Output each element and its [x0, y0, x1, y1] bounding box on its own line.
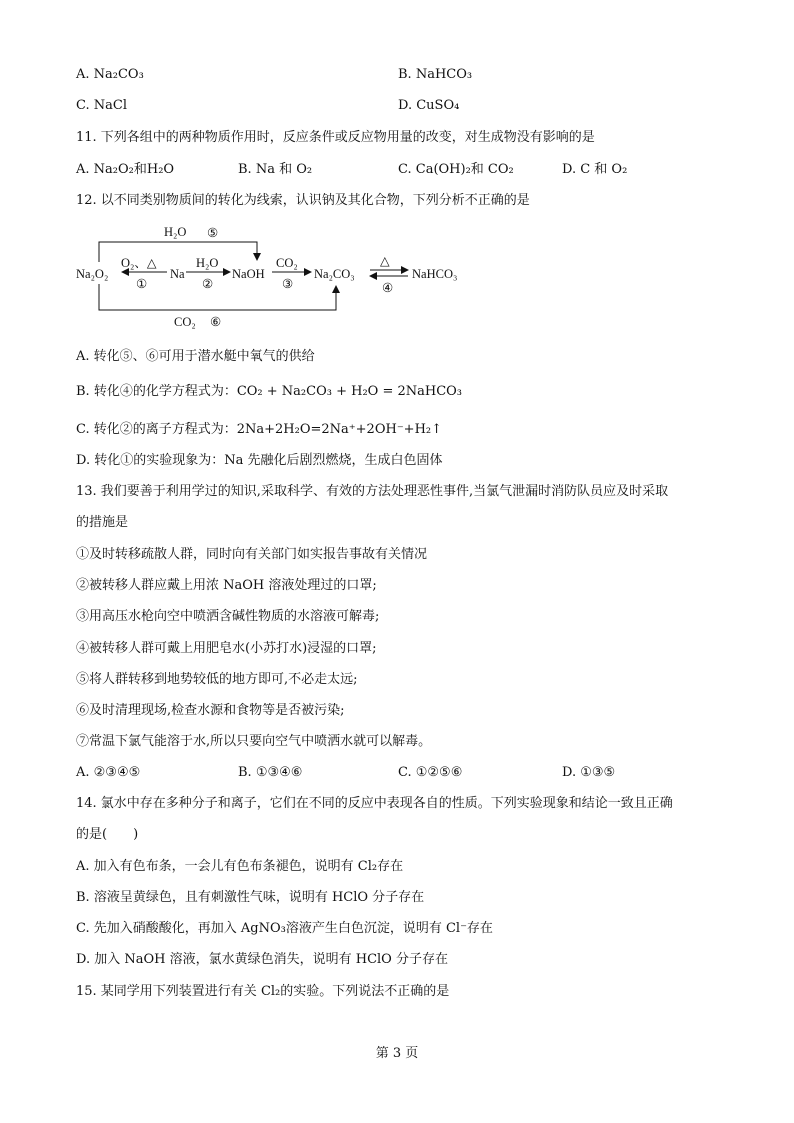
arrow-6-number: ⑥ — [210, 315, 222, 329]
q10-option-b: B. NaHCO₃ — [398, 67, 473, 82]
q13-option-d: D. ①③⑤ — [562, 765, 616, 780]
q14-option-d: D. 加入 NaOH 溶液，氯水黄绿色消失，说明有 HClO 分子存在 — [76, 952, 448, 967]
q14-stem-line-1: 14. 氯水中存在多种分子和离子，它们在不同的反应中表现各自的性质。下列实验现象和结论一致且正确 — [76, 796, 673, 811]
compound-nahco3: NaHCO₃ — [412, 267, 458, 281]
page-number: 第 3 页 — [375, 1046, 419, 1061]
arrow-1-condition: O₂、△ — [121, 256, 157, 270]
q11-option-d: D. C 和 O₂ — [562, 162, 628, 177]
compound-naoh: NaOH — [232, 267, 265, 281]
q13-option-a: A. ②③④⑤ — [76, 765, 141, 780]
q10-option-a: A. Na₂CO₃ — [76, 67, 144, 82]
q13-item-7: ⑦常温下氯气能溶于水,所以只要向空气中喷洒水就可以解毒。 — [76, 734, 432, 749]
q13-item-5: ⑤将人群转移到地势较低的地方即可,不必走太远; — [76, 672, 358, 687]
compound-na2o2: Na₂O₂ — [76, 267, 109, 281]
q13-item-6: ⑥及时清理现场,检查水源和食物等是否被污染; — [76, 703, 345, 718]
sodium-conversion-diagram — [74, 222, 494, 330]
arrow-4-number: ④ — [382, 281, 394, 295]
q13-item-4: ④被转移人群可戴上用肥皂水(小苏打水)浸湿的口罩; — [76, 641, 377, 656]
arrow-6 — [99, 284, 336, 310]
q12-stem: 12. 以不同类别物质间的转化为线索，认识钠及其化合物，下列分析不正确的是 — [76, 193, 530, 208]
arrow-3-number: ③ — [282, 277, 294, 291]
q13-stem-line-1: 13. 我们要善于利用学过的知识,采取科学、有效的方法处理恶性事件,当氯气泄漏时消防队员应及时采取 — [76, 484, 669, 499]
q12-option-d: D. 转化①的实验现象为：Na 先融化后剧烈燃烧，生成白色固体 — [76, 453, 443, 468]
arrow-1-number: ① — [136, 277, 148, 291]
q12-option-b: B. 转化④的化学方程式为：CO₂ + Na₂CO₃ + H₂O = 2NaHCO₃ — [76, 384, 463, 399]
q14-stem-line-2: 的是( ) — [76, 827, 139, 842]
arrow-6-condition: CO₂ — [174, 315, 196, 329]
q13-item-2: ②被转移人群应戴上用浓 NaOH 溶液处理过的口罩; — [76, 578, 377, 593]
arrow-4-condition: △ — [380, 254, 390, 268]
arrow-2-number: ② — [202, 277, 214, 291]
q13-option-b: B. ①③④⑥ — [238, 765, 303, 780]
q13-item-1: ①及时转移疏散人群，同时向有关部门如实报告事故有关情况 — [76, 547, 428, 562]
q13-option-c: C. ①②⑤⑥ — [398, 765, 463, 780]
q11-option-b: B. Na 和 O₂ — [238, 162, 313, 177]
q14-option-b: B. 溶液呈黄绿色，且有刺激性气味，说明有 HClO 分子存在 — [76, 890, 425, 905]
q10-option-d: D. CuSO₄ — [398, 98, 460, 113]
q11-stem: 11. 下列各组中的两种物质作用时，反应条件或反应物用量的改变，对生成物没有影响的是 — [76, 130, 595, 145]
q14-option-a: A. 加入有色布条，一会儿有色布条褪色，说明有 Cl₂存在 — [76, 859, 404, 874]
q13-stem-line-2: 的措施是 — [76, 515, 129, 530]
arrow-5-number: ⑤ — [207, 226, 219, 240]
compound-na2co3: Na₂CO₃ — [314, 267, 355, 281]
q12-option-a: A. 转化⑤、⑥可用于潜水艇中氧气的供给 — [76, 349, 315, 364]
arrow-2-condition: H₂O — [196, 256, 219, 270]
q11-option-a: A. Na₂O₂和H₂O — [76, 162, 175, 177]
arrow-3-condition: CO₂ — [276, 256, 298, 270]
arrow-5-condition: H₂O — [164, 225, 187, 239]
compound-na: Na — [170, 267, 185, 281]
q10-option-c: C. NaCl — [76, 98, 127, 113]
q14-option-c: C. 先加入硝酸酸化，再加入 AgNO₃溶液产生白色沉淀，说明有 Cl⁻存在 — [76, 921, 493, 936]
q11-option-c: C. Ca(OH)₂和 CO₂ — [398, 162, 514, 177]
q15-stem: 15. 某同学用下列装置进行有关 Cl₂的实验。下列说法不正确的是 — [76, 984, 450, 999]
conversion-diagram-svg — [74, 222, 494, 330]
q13-item-3: ③用高压水枪向空中喷洒含碱性物质的水溶液可解毒; — [76, 609, 380, 624]
q12-option-c: C. 转化②的离子方程式为：2Na+2H₂O=2Na⁺+2OH⁻+H₂↑ — [76, 422, 443, 437]
